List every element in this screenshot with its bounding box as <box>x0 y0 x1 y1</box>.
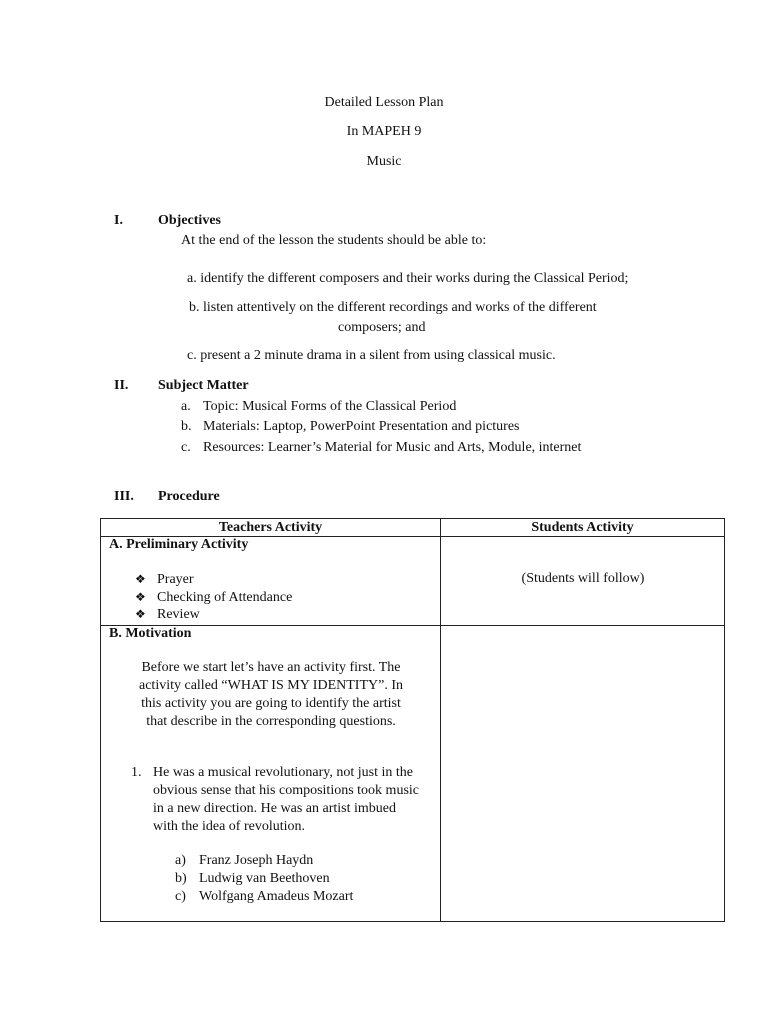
preliminary-teacher-cell <box>101 537 441 626</box>
list-item: ❖ Prayer <box>135 572 194 587</box>
subject-item-a: Topic: Musical Forms of the Classical Period <box>203 399 457 414</box>
procedure-table <box>100 518 725 922</box>
objective-c: c. present a 2 minute drama in a silent from using classical music. <box>187 348 556 363</box>
question-number: 1. <box>131 765 142 780</box>
objectives-heading: Objectives <box>158 213 221 228</box>
subject-item-c: Resources: Learner’s Material for Music and Arts, Module, internet <box>203 440 582 455</box>
choice-b-marker: b) <box>175 871 187 886</box>
question-line: in a new direction. He was an artist imbued <box>153 801 396 816</box>
choice-b: Ludwig van Beethoven <box>199 871 330 886</box>
list-item: ❖ Checking of Attendance <box>135 590 293 605</box>
question-line: obvious sense that his compositions took music <box>153 783 419 798</box>
subject-matter-heading: Subject Matter <box>158 378 249 393</box>
objective-a: a. identify the different composers and their works during the Classical Period; <box>187 271 629 286</box>
procedure-numeral: III. <box>114 489 134 504</box>
doc-title: Detailed Lesson Plan <box>324 95 444 110</box>
preliminary-student-cell <box>441 537 725 626</box>
motivation-teacher-cell <box>101 626 441 922</box>
motivation-heading: B. Motivation <box>109 626 192 641</box>
diamond-bullet-icon: ❖ <box>135 590 146 604</box>
diamond-bullet-icon: ❖ <box>135 572 146 586</box>
question-line: He was a musical revolutionary, not just in the <box>153 765 413 780</box>
subject-item-b-marker: b. <box>181 419 192 434</box>
objective-b-line1: b. listen attentively on the different recordings and works of the different <box>189 300 597 315</box>
choice-c-marker: c) <box>175 889 186 904</box>
choice-a-marker: a) <box>175 853 186 868</box>
table-header-row <box>101 519 725 537</box>
objectives-intro: At the end of the lesson the students should be able to: <box>181 233 487 248</box>
question-line: with the idea of revolution. <box>153 819 306 834</box>
procedure-heading: Procedure <box>158 489 220 504</box>
motivation-paragraph-line: activity called “WHAT IS MY IDENTITY”. In <box>139 678 403 693</box>
motivation-paragraph-line: that describe in the corresponding questions. <box>146 714 396 729</box>
motivation-student-cell <box>441 626 725 922</box>
student-response: (Students will follow) <box>521 571 645 586</box>
subject-item-a-marker: a. <box>181 399 191 414</box>
choice-c: Wolfgang Amadeus Mozart <box>199 889 354 904</box>
students-activity-header: Students Activity <box>441 519 725 537</box>
subject-matter-numeral: II. <box>114 378 129 393</box>
objective-b-line2: composers; and <box>338 320 426 335</box>
preliminary-heading: A. Preliminary Activity <box>109 537 249 552</box>
diamond-bullet-icon: ❖ <box>135 607 146 621</box>
objectives-numeral: I. <box>114 213 123 228</box>
doc-subject: Music <box>366 154 402 169</box>
teachers-activity-header: Teachers Activity <box>101 519 441 537</box>
subject-item-c-marker: c. <box>181 440 191 455</box>
list-item: ❖ Review <box>135 607 200 622</box>
motivation-paragraph-line: Before we start let’s have an activity first. The <box>141 660 401 675</box>
table-row <box>101 626 725 922</box>
motivation-paragraph-line: this activity you are going to identify the artist <box>141 696 401 711</box>
choice-a: Franz Joseph Haydn <box>199 853 314 868</box>
table-row <box>101 537 725 626</box>
subject-item-b: Materials: Laptop, PowerPoint Presentation and pictures <box>203 419 520 434</box>
doc-subtitle: In MAPEH 9 <box>346 124 422 139</box>
